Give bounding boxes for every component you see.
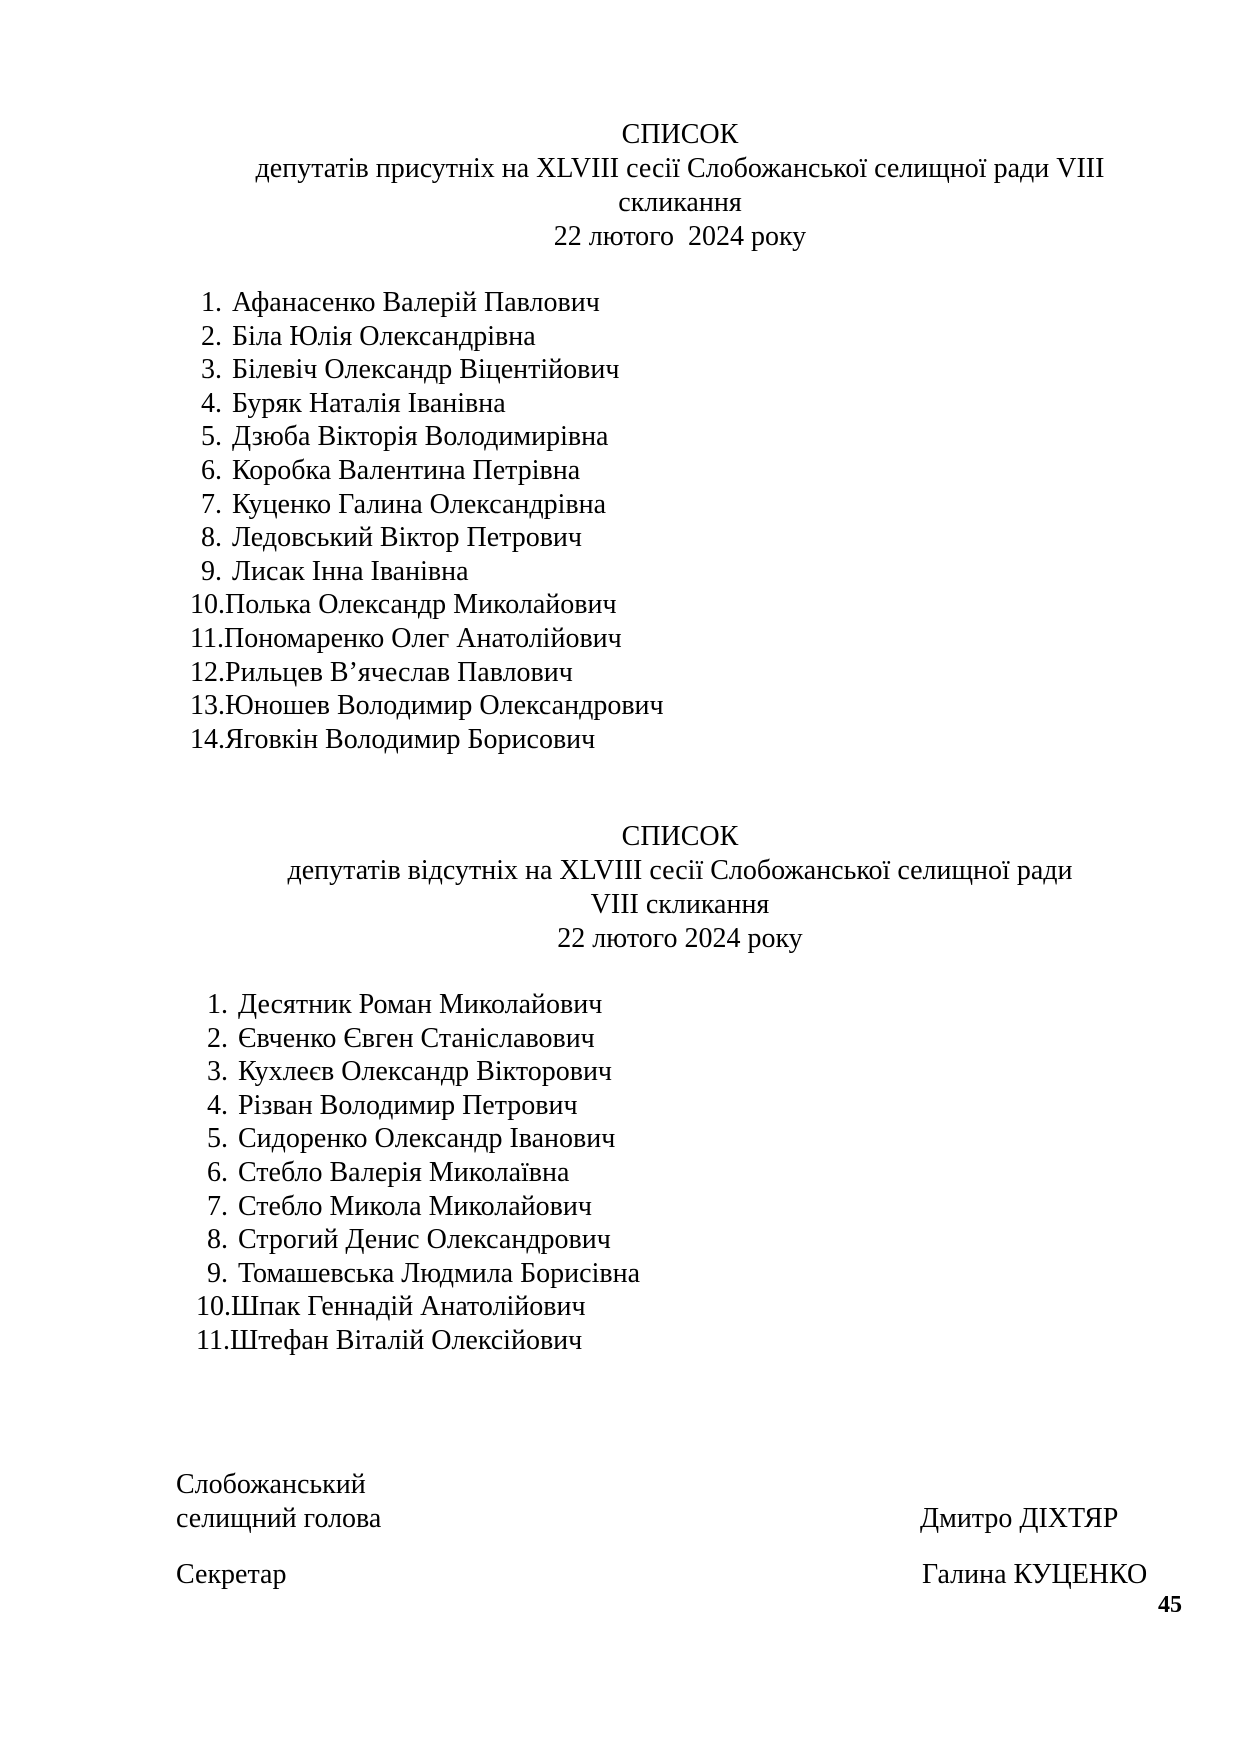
deputy-name: Десятник Роман Миколайович xyxy=(238,989,603,1020)
deputy-number: 7. xyxy=(207,1190,228,1222)
deputy-number: 14. xyxy=(190,723,225,755)
head-title-line2: селищний голова xyxy=(176,1503,382,1534)
deputy-number: 5. xyxy=(201,421,222,453)
deputy-number: 10. xyxy=(190,589,225,621)
deputy-name: Різван Володимир Петрович xyxy=(238,1089,578,1121)
deputy-name: Яговкін Володимир Борисович xyxy=(225,723,596,755)
deputy-number: 8. xyxy=(201,522,222,554)
deputy-number: 8. xyxy=(207,1224,228,1256)
deputy-list-item xyxy=(190,488,664,522)
absent-date: 22 лютого 2024 року xyxy=(557,923,803,954)
deputy-name: Дзюба Вікторія Володимирівна xyxy=(232,421,609,453)
deputy-number: 2. xyxy=(207,1022,228,1054)
page-number: 45 xyxy=(1158,1592,1182,1618)
absent-subtitle-line1: депутатів відсутніх на XLVIII сесії Слобожанської селищної ради xyxy=(287,855,1073,886)
deputy-list-item xyxy=(190,521,664,555)
deputy-list-item xyxy=(196,1055,640,1089)
deputy-number: 11. xyxy=(196,1324,230,1356)
deputy-name: Юношев Володимир Олександрович xyxy=(225,690,664,722)
head-title-line1: Слобожанський xyxy=(176,1469,366,1500)
head-name: Дмитро ДІХТЯР xyxy=(920,1503,1119,1534)
deputy-name: Штефан Віталій Олексійович xyxy=(229,1324,583,1356)
deputy-list-item xyxy=(190,656,664,690)
deputy-name: Сидоренко Олександр Іванович xyxy=(238,1123,616,1155)
deputy-name: Томашевська Людмила Борисівна xyxy=(238,1257,641,1289)
deputy-number: 9. xyxy=(207,1257,228,1289)
deputy-list-item xyxy=(196,1022,640,1056)
deputy-number: 1. xyxy=(201,287,222,318)
deputy-number: 4. xyxy=(207,1089,228,1121)
deputy-name: Біла Юлія Олександрівна xyxy=(232,320,536,352)
deputy-name: Білевіч Олександр Віцентійович xyxy=(232,354,620,386)
deputy-list-item xyxy=(196,1290,640,1324)
deputy-name: Полька Олександр Миколайович xyxy=(225,589,617,621)
deputy-number: 11. xyxy=(190,622,224,654)
deputy-number: 3. xyxy=(201,354,222,386)
secretary-name: Галина КУЦЕНКО xyxy=(922,1559,1148,1590)
deputy-list-item xyxy=(190,622,664,656)
deputy-name: Буряк Наталія Іванівна xyxy=(232,387,506,419)
deputy-list-item xyxy=(190,555,664,589)
deputy-list-item xyxy=(196,1122,640,1156)
present-heading: СПИСОК xyxy=(621,119,739,150)
deputy-number: 4. xyxy=(201,387,222,419)
deputy-name: Шпак Геннадій Анатолійович xyxy=(231,1291,586,1323)
deputy-name: Стебло Валерія Миколаївна xyxy=(238,1156,570,1188)
secretary-title: Секретар xyxy=(176,1559,287,1590)
deputy-name: Строгий Денис Олександрович xyxy=(238,1224,611,1256)
deputy-list-item xyxy=(196,1223,640,1257)
deputy-list-item xyxy=(190,723,664,757)
deputy-number: 3. xyxy=(207,1056,228,1088)
present-deputies-list xyxy=(190,286,664,756)
deputy-number: 6. xyxy=(207,1156,228,1188)
deputy-list-item xyxy=(196,1089,640,1123)
deputy-name: Коробка Валентина Петрівна xyxy=(232,454,581,486)
deputy-list-item xyxy=(190,689,664,723)
deputy-name: Стебло Микола Миколайович xyxy=(238,1190,592,1222)
deputy-number: 7. xyxy=(201,488,222,520)
deputy-name: Євченко Євген Станіславович xyxy=(238,1022,595,1054)
deputy-list-item xyxy=(190,387,664,421)
deputy-name: Пономаренко Олег Анатолійович xyxy=(223,622,622,654)
deputy-list-item xyxy=(196,1324,640,1358)
deputy-number: 6. xyxy=(201,454,222,486)
deputy-list-item xyxy=(190,454,664,488)
deputy-name: Куценко Галина Олександрівна xyxy=(232,488,607,520)
deputy-number: 12. xyxy=(190,656,225,688)
present-subtitle-line2: скликання xyxy=(618,187,742,218)
deputy-list-item xyxy=(190,320,664,354)
deputy-name: Лисак Інна Іванівна xyxy=(232,555,469,587)
deputy-list-item xyxy=(190,588,664,622)
absent-subtitle-line2: VIII скликання xyxy=(590,889,770,920)
present-title-block xyxy=(180,118,1180,254)
deputy-number: 2. xyxy=(201,320,222,352)
present-date: 22 лютого 2024 року xyxy=(553,221,807,252)
deputy-number: 13. xyxy=(190,690,225,722)
deputy-list-item xyxy=(196,1190,640,1224)
deputy-name: Кухлеєв Олександр Вікторович xyxy=(238,1056,613,1088)
deputy-list-item xyxy=(196,988,640,1022)
deputy-name: Рильцев В’ячеслав Павлович xyxy=(225,656,573,688)
present-subtitle-line1: депутатів присутніх на XLVIII сесії Слобожанської селищної ради VIII xyxy=(255,153,1105,184)
deputy-list-item xyxy=(190,420,664,454)
deputy-name: Афанасенко Валерій Павлович xyxy=(232,287,600,318)
deputy-list-item xyxy=(196,1257,640,1291)
absent-title-block xyxy=(180,820,1180,956)
deputy-number: 5. xyxy=(207,1123,228,1155)
deputy-number: 1. xyxy=(207,989,228,1020)
deputy-number: 10. xyxy=(196,1291,231,1323)
deputy-number: 9. xyxy=(201,555,222,587)
deputy-name: Ледовський Віктор Петрович xyxy=(232,522,582,554)
deputy-list-item xyxy=(196,1156,640,1190)
deputy-list-item xyxy=(190,286,664,320)
deputy-list-item xyxy=(190,353,664,387)
absent-deputies-list xyxy=(196,988,640,1358)
absent-heading: СПИСОК xyxy=(621,821,739,852)
